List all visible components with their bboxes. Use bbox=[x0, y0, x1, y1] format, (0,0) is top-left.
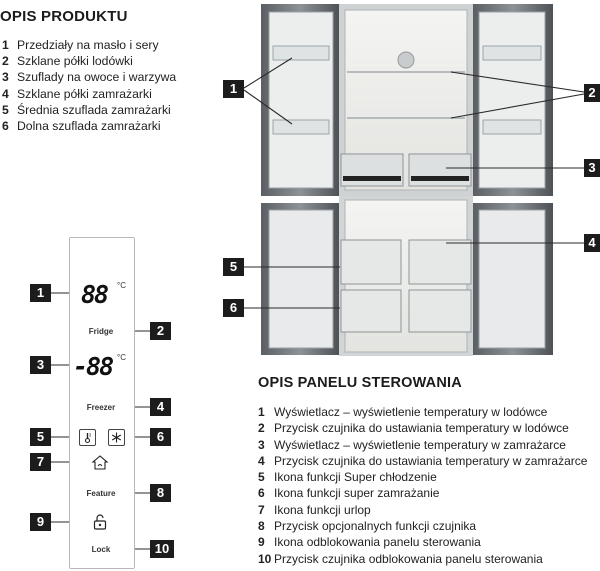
list-item: 7 Ikona funkcji urlop bbox=[258, 502, 371, 517]
list-item: 8 Przycisk opcjonalnych funkcji czujnika bbox=[258, 519, 477, 534]
list-item: 10 Przycisk czujnika odblokowania panelu sterowania bbox=[258, 551, 543, 566]
fridge-button[interactable]: Fridge bbox=[88, 327, 114, 336]
unlock-button[interactable] bbox=[91, 513, 109, 531]
list-item: 6 Ikona funkcji super zamrażanie bbox=[258, 486, 440, 501]
super-cool-button[interactable] bbox=[79, 429, 96, 446]
thermometer-icon bbox=[80, 430, 95, 445]
callout-1-fridge: 1 bbox=[223, 80, 244, 98]
list-item: 3 Wyświetlacz – wyświetlenie temperatury w zamrażarce bbox=[258, 437, 566, 452]
panel-desc-heading: OPIS PANELU STEROWANIA bbox=[258, 375, 462, 391]
snowflake-icon bbox=[109, 430, 124, 445]
callout-4-fridge: 4 bbox=[584, 234, 600, 252]
callout-2-panel: 2 bbox=[150, 322, 171, 340]
freezer-degree-unit: °C bbox=[117, 353, 126, 362]
list-item: 3 Szuflady na owoce i warzywa bbox=[2, 70, 177, 85]
freezer-temp-display: -88 bbox=[73, 352, 113, 381]
callout-9-panel: 9 bbox=[30, 513, 51, 531]
list-item: 5 Ikona funkcji Super chłodzenie bbox=[258, 470, 437, 485]
callout-8-panel: 8 bbox=[150, 484, 171, 502]
callout-2-fridge: 2 bbox=[584, 84, 600, 102]
panel-desc-list bbox=[258, 404, 587, 567]
fridge-degree-unit: °C bbox=[117, 281, 126, 290]
callout-10-panel: 10 bbox=[150, 540, 174, 558]
list-item: 4 Szklane półki zamrażarki bbox=[2, 86, 152, 101]
feature-button[interactable]: Feature bbox=[86, 489, 116, 498]
holiday-button[interactable] bbox=[91, 454, 109, 471]
callout-3-panel: 3 bbox=[30, 356, 51, 374]
list-item: 5 Średnia szuflada zamrażarki bbox=[2, 102, 171, 117]
list-item: 2 Przycisk czujnika do ustawiania temperatury w lodówce bbox=[258, 421, 569, 436]
house-icon bbox=[91, 454, 109, 471]
list-item: 4 Przycisk czujnika do ustawiania temperatury w zamrażarce bbox=[258, 453, 588, 468]
list-item: 1 Wyświetlacz – wyświetlenie temperatury w lodówce bbox=[258, 405, 548, 419]
callout-7-panel: 7 bbox=[30, 453, 51, 471]
product-heading: OPIS PRODUKTU bbox=[0, 8, 128, 25]
callout-3-fridge: 3 bbox=[584, 159, 600, 177]
lock-button[interactable]: Lock bbox=[91, 545, 111, 554]
list-item: 9 Ikona odblokowania panelu sterowania bbox=[258, 535, 481, 550]
freezer-button[interactable]: Freezer bbox=[86, 403, 116, 412]
super-freeze-button[interactable] bbox=[108, 429, 125, 446]
callout-5-panel: 5 bbox=[30, 428, 51, 446]
callout-4-panel: 4 bbox=[150, 398, 171, 416]
fridge-temp-display: 88 bbox=[81, 280, 108, 309]
unlock-icon bbox=[91, 513, 109, 531]
list-item: 2 Szklane półki lodówki bbox=[2, 54, 133, 69]
list-item: 1 Przedziały na masło i sery bbox=[2, 38, 159, 52]
callout-6-fridge: 6 bbox=[223, 299, 244, 317]
callout-6-panel: 6 bbox=[150, 428, 171, 446]
list-item: 6 Dolna szuflada zamrażarki bbox=[2, 119, 161, 134]
callout-1-panel: 1 bbox=[30, 284, 51, 302]
callout-5-fridge: 5 bbox=[223, 258, 244, 276]
